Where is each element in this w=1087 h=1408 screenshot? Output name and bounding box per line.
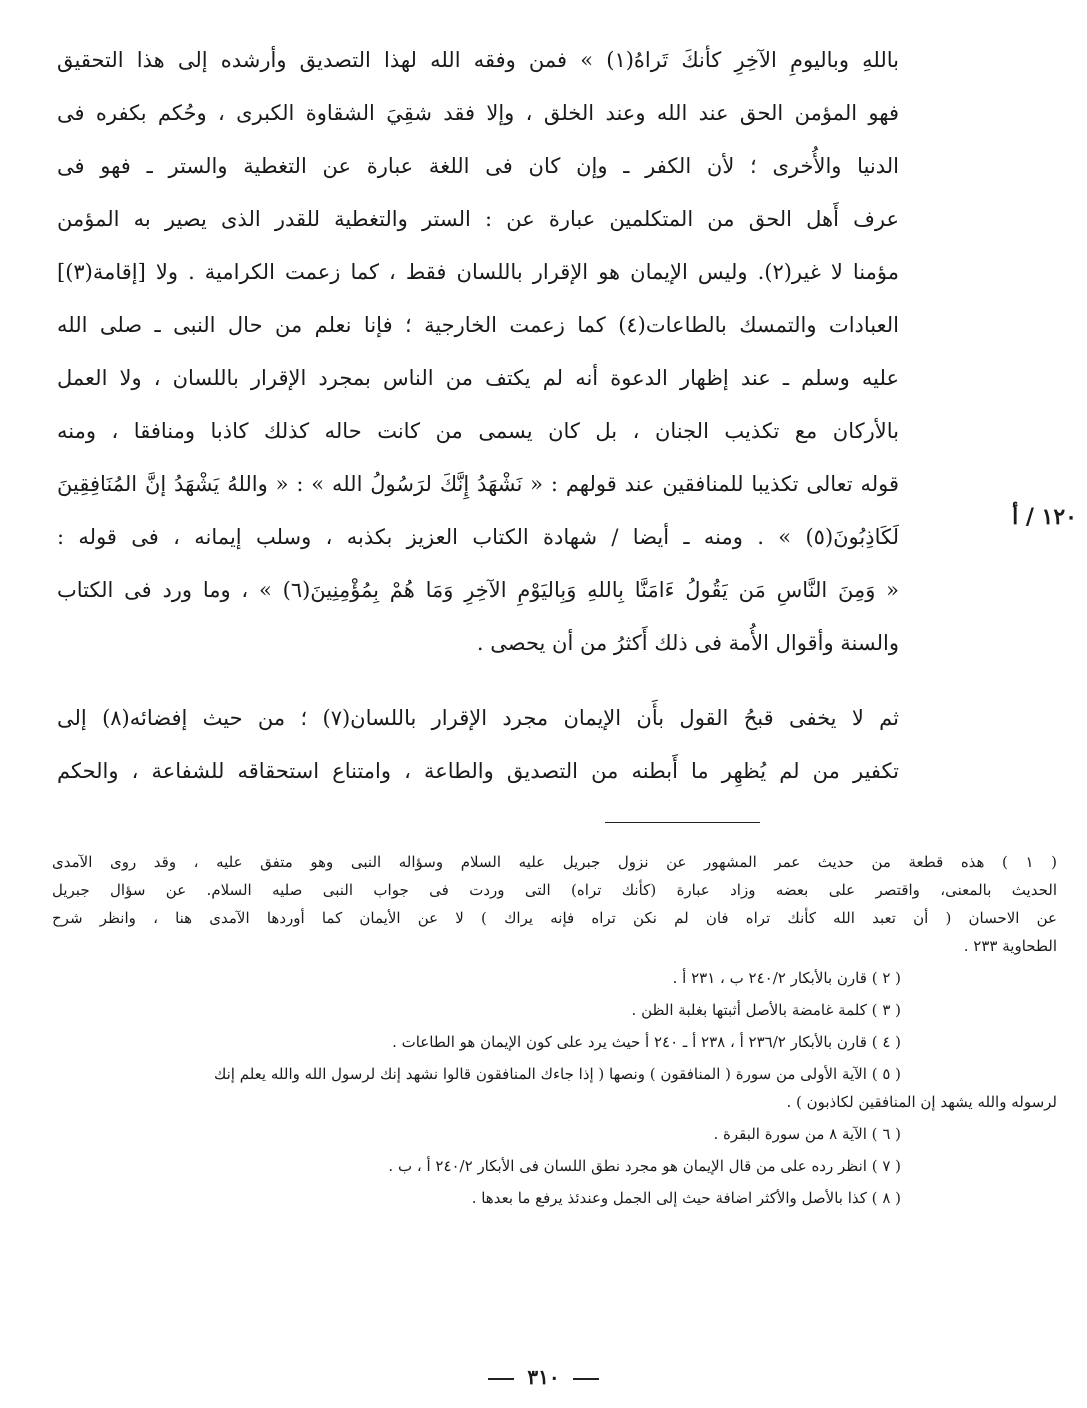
footnote-8	[52, 1184, 1057, 1212]
text-line: « وَمِنَ النَّاسِ مَن يَقُولُ ءَامَنَّا بِاللهِ وَبِاليَوْمِ الآخِرِ وَمَا هُمْ بِمُؤْمِنِينَ(٦) » ، وما ورد فى الكتاب	[57, 578, 899, 602]
footnote-line: ( ٣ ) كلمة غامضة بالأصل أثبتها بغلبة الظن .	[631, 1001, 901, 1019]
footnote-separator	[605, 822, 760, 823]
text-line: عليه وسلم ـ عند إظهار الدعوة أنه لم يكتف من الناس بمجرد الإقرار باللسان ، ولا العمل	[57, 366, 899, 390]
footnote-line: الحديث بالمعنى، واقتصر على بعضه وزاد عبارة (كأنك تراه) التى وردت فى جواب النبى صليه السلام. عن سؤال جبريل	[52, 881, 1057, 899]
text-line: باللهِ وباليومِ الآخِرِ كأنكَ تَراهُ(١) » فمن وفقه الله لهذا التصديق وأرشده إلى هذا التحقيق	[57, 48, 899, 72]
text-line: والسنة وأقوال الأُمة فى ذلك أَكثرُ من أن يحصى .	[476, 631, 899, 655]
footnote-2	[52, 964, 1057, 992]
text-line: العبادات والتمسك بالطاعات(٤) كما زعمت الخارجية ؛ فإنا نعلم من حال النبى ـ صلى الله	[57, 313, 899, 337]
footnote-line: عن الاحسان ( أن تعبد الله كأنك تراه فان لم نكن تراه فإنه يراك ) لا عن الأيمان كما أوردها الآمدى هنا ، وانظر شرح	[52, 909, 1057, 927]
page-number-text: ٣١٠	[527, 1365, 560, 1389]
footnote-7	[52, 1152, 1057, 1180]
footnote-5	[52, 1060, 1057, 1116]
footnotes	[52, 848, 1057, 1212]
footnote-line: ( ١ ) هذه قطعة من حديث عمر المشهور عن نزول جبريل عليه السلام وسؤاله النبى وهو متفق عليه ، وقد روى الآمدى	[52, 853, 1057, 871]
margin-folio-note: ١٢٠ / أ	[1012, 504, 1077, 530]
dash-ornament	[573, 1378, 599, 1380]
paragraph-2	[57, 692, 899, 798]
text-line: عرف أَهل الحق من المتكلمين عبارة عن : الستر والتغطية للقدر الذى يصير به المؤمن	[57, 207, 899, 231]
footnote-line: ( ٤ ) قارن بالأبكار ٢٣٦/٢ أ ، ٢٣٨ أ ـ ٢٤٠ أ حيث يرد على كون الإيمان هو الطاعات .	[392, 1033, 901, 1051]
footnote-6	[52, 1120, 1057, 1148]
footnote-line: ( ٨ ) كذا بالأصل والأكثر اضافة حيث إلى الجمل وعندئذ يرفع ما بعدها .	[471, 1189, 901, 1207]
main-text	[57, 34, 899, 798]
text-line: تكفير من لم يُظهِر ما أَبطنه من التصديق والطاعة ، وامتناع استحقاقه للشفاعة ، والحكم	[57, 759, 899, 783]
text-line: قوله تعالى تكذيبا للمنافقين عند قولهم : « نَشْهَدُ إِنَّكَ لرَسُولُ الله » : « واللهُ يَشْهَدُ إنَّ المُنَافِقِينَ	[57, 472, 899, 496]
dash-ornament	[488, 1378, 514, 1380]
footnote-line: ( ٧ ) انظر رده على من قال الإيمان هو مجرد نطق اللسان فى الأبكار ٢٤٠/٢ أ ، ب .	[388, 1157, 901, 1175]
text-line: بالأركان مع تكذيب الجنان ، بل كان يسمى من كانت حاله كذلك كاذبا ومنافقا ، ومنه	[57, 419, 899, 443]
footnote-line: ( ٦ ) الآية ٨ من سورة البقرة .	[713, 1125, 901, 1143]
footnote-line: الطحاوية ٢٣٣ .	[963, 937, 1057, 955]
footnote-line: ( ٥ ) الآية الأولى من سورة ( المنافقون ) ونصها ( إذا جاءك المنافقون قالوا نشهد إنك لرسول الله والله يعلم إنك	[213, 1065, 901, 1083]
text-line: الدنيا والأُخرى ؛ لأن الكفر ـ وإن كان فى اللغة عبارة عن التغطية والستر ـ فهو فى	[57, 154, 899, 178]
paragraph-1	[57, 34, 899, 670]
text-line: فهو المؤمن الحق عند الله وعند الخلق ، وإلا فقد شقِيَ الشقاوة الكبرى ، وحُكم بكفره فى	[57, 101, 899, 125]
footnote-line: ( ٢ ) قارن بالأبكار ٢٤٠/٢ ب ، ٢٣١ أ .	[672, 969, 901, 987]
paragraph-gap	[57, 670, 899, 692]
footnote-3	[52, 996, 1057, 1024]
text-line: مؤمنا لا غير(٢). وليس الإيمان هو الإقرار باللسان فقط ، كما زعمت الكرامية . ولا [إقامة(٣)]	[57, 260, 899, 284]
text-line: ثم لا يخفى قبحُ القول بأَن الإيمان مجرد الإقرار باللسان(٧) ؛ من حيث إفضائه(٨) إلى	[57, 706, 899, 730]
footnote-4	[52, 1028, 1057, 1056]
footnote-line: لرسوله والله يشهد إن المنافقين لكاذبون ) .	[786, 1093, 1057, 1111]
text-line: لَكَاذِبُونَ(٥) » . ومنه ـ أيضا / شهادة الكتاب العزيز بكذبه ، وسلب إيمانه ، فى قوله :	[57, 525, 899, 549]
page-number	[0, 1365, 1087, 1389]
footnote-1	[52, 848, 1057, 960]
